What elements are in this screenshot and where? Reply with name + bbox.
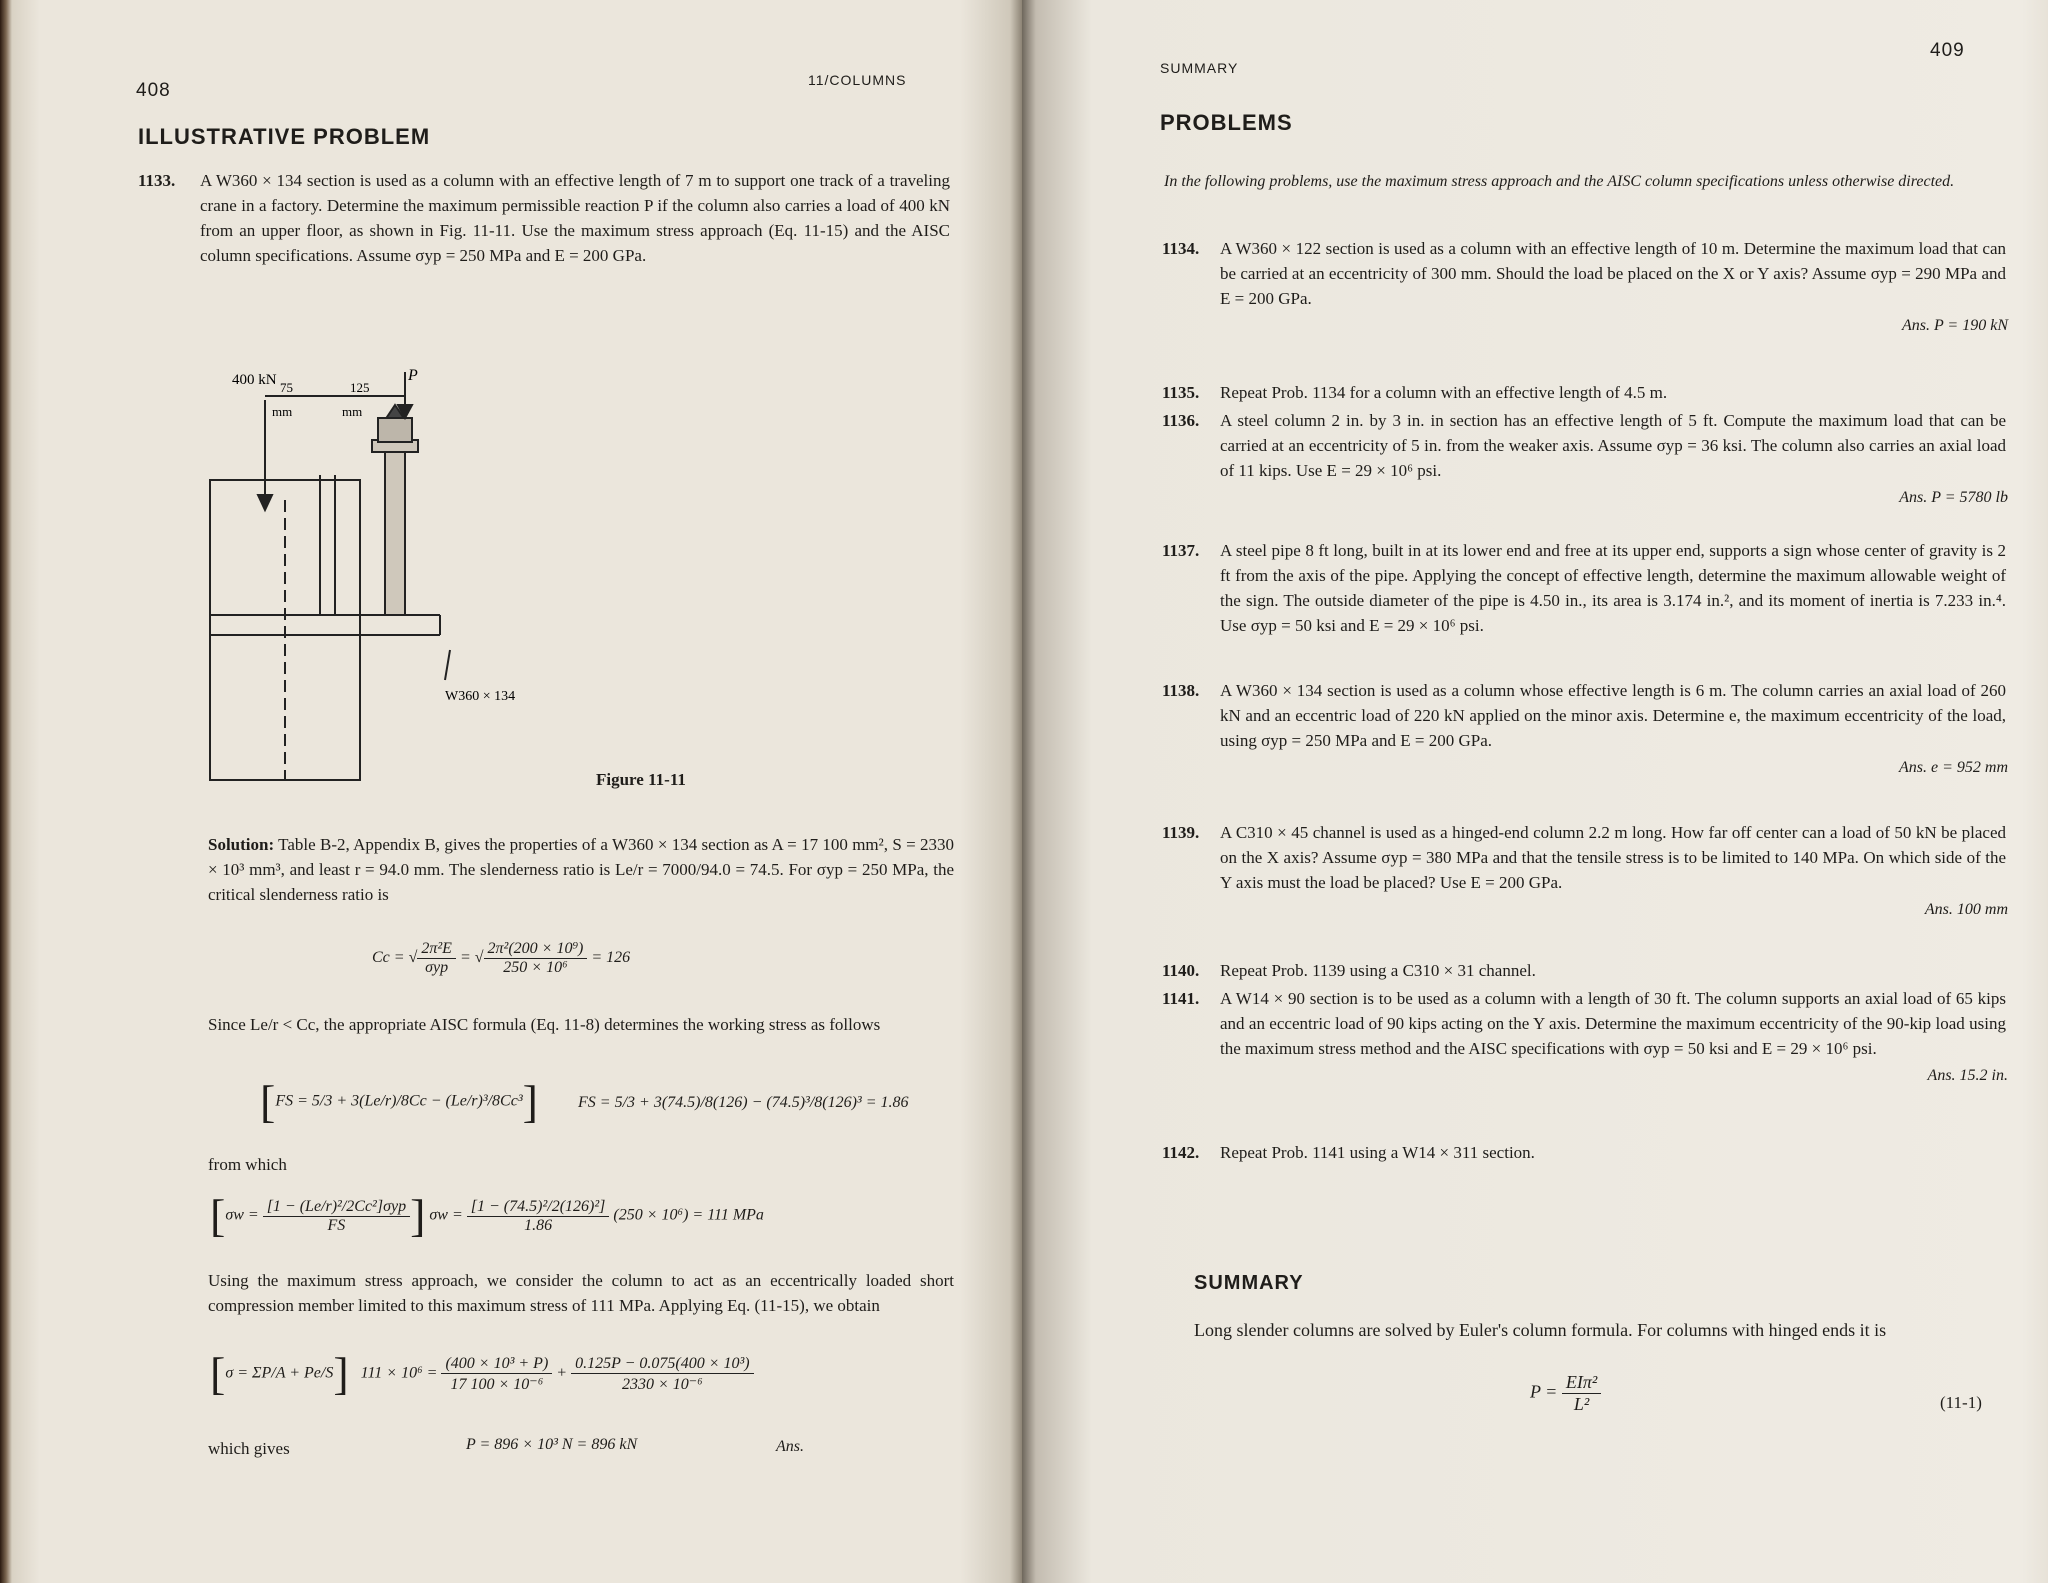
euler-formula <box>1530 1372 1601 1415</box>
ans-label: Ans. <box>776 1438 804 1455</box>
solution-label: Solution: <box>208 835 275 854</box>
problem-item <box>1162 986 2008 1084</box>
problem-item <box>1162 1140 2008 1162</box>
eq-final-left: σ = ΣP/A + Pe/S <box>225 1364 334 1382</box>
right-page <box>1022 0 2048 1583</box>
eq-fs-general: [FS = 5/3 + 3(Le/r)/8Cc − (Le/r)³/8Cc³] <box>260 1076 538 1127</box>
from-which: from which <box>208 1155 287 1174</box>
fig-dim1: 75 <box>280 380 293 395</box>
running-head: 11/COLUMNS <box>808 72 907 88</box>
summary-text: Long slender columns are solved by Euler's column formula. For columns with hinged ends it is <box>1194 1320 1887 1340</box>
problem-text: A C310 × 45 channel is used as a hinged-end column 2.2 m long. How far off center can a load of 50 kN be placed on the X axis? Assume σyp = 380 MPa and that the tensile stress is to be limited to 140 MPa. On which side of the Y axis must the load be placed? Use E = 200 GPa. <box>1220 823 2006 892</box>
fig-p-label: P <box>408 367 418 384</box>
section-title: PROBLEMS <box>1160 110 1293 135</box>
problem-answer: Ans. 100 mm <box>1924 901 2008 918</box>
eq-sw-den: FS <box>327 1216 346 1234</box>
problem-item <box>1162 538 2008 635</box>
problem-item <box>1162 408 2008 506</box>
eq-final: [σ = ΣP/A + Pe/S] 111 × 10⁶ = $\frac{\text{(400 × 10³ + P)}}{\text{17 100 × 10⁻⁶}}$ + $\frac{\text{0.125P − 0.075(400 × 10³)}}{\text{2330 × 10⁻⁶}}$ <box>210 1354 754 1394</box>
problem-number: 1139. <box>1162 823 1200 842</box>
problem-text: A W360 × 134 section is used as a column with an effective length of 7 m to support one track of a traveling crane in a factory. Determine the maximum permissible reaction P if the column also carries a load of 400 kN from an upper floor, as shown in Fig. 11-11. Use the maximum stress approach (Eq. 11-15) and the AISC column specifications. Assume σyp = 250 MPa and E = 200 GPa. <box>200 171 950 265</box>
solution-paragraph <box>208 832 954 907</box>
fig-load-label: 400 kN <box>232 372 277 388</box>
eq-fs-left: FS = 5/3 + 3(Le/r)/8Cc − (Le/r)³/8Cc³ <box>275 1092 523 1110</box>
problem-text: A steel pipe 8 ft long, built in at its lower end and free at its upper end, supports a sign whose center of gravity is 2 ft from the axis of the pipe. Applying the concept of effective length, determine the maximum allowable weight of the sign. The outside diameter of the pipe is 4.50 in., its area is 3.174 in.², and its moment of inertia is 7.233 in.⁴. Use σyp = 50 ksi and E = 29 × 10⁶ psi. <box>1220 541 2006 635</box>
eq-final-num1: (400 × 10³ + P) <box>441 1355 552 1374</box>
problem-number: 1141. <box>1162 989 1200 1008</box>
eq-fs-numeric: FS = 5/3 + 3(74.5)/8(126) − (74.5)³/8(126)³ = 1.86 <box>578 1094 909 1111</box>
eq-cc-num1: 2π²E <box>417 940 456 959</box>
page-number: 409 <box>1930 40 1965 61</box>
eq-final-num2: 0.125P − 0.075(400 × 10³) <box>571 1355 754 1374</box>
eq-cc-result: = 126 <box>591 949 631 967</box>
figure-caption: Figure 11-11 <box>596 770 686 789</box>
eq-cc-num2: 2π²(200 × 10⁹) <box>484 940 588 959</box>
fig-dim2: 125 <box>350 380 370 395</box>
problem-number: 1142. <box>1162 1143 1200 1162</box>
problem-number: 1136. <box>1162 411 1200 430</box>
eq-sw-num: [1 − (Le/r)²/2Cc²]σyp <box>263 1198 410 1217</box>
problem-text: A W360 × 134 section is used as a column whose effective length is 6 m. The column carries an axial load of 260 kN and an eccentric load of 220 kN applied on the minor axis. Determine e, the maximum eccentricity of the load, using σyp = 250 MPa and E = 200 GPa. <box>1220 681 2006 750</box>
fig-unit2: mm <box>342 404 363 419</box>
problem-answer: Ans. P = 190 kN <box>1901 317 2008 334</box>
problem-number: 1138. <box>1162 681 1200 700</box>
problem-item <box>1162 678 2008 776</box>
left-page <box>0 0 1022 1583</box>
euler-equation-tag: (11-1) <box>1940 1393 1982 1412</box>
problem-number: 1133. <box>138 171 176 190</box>
problem-number: 1134. <box>1162 239 1200 258</box>
euler-num: EIπ² <box>1562 1372 1601 1394</box>
eq-sw-den2: 1.86 <box>524 1216 553 1234</box>
final-answer: P = 896 × 10³ N = 896 kN <box>466 1436 638 1453</box>
problem-text: Repeat Prob. 1141 using a W14 × 311 section. <box>1220 1143 1535 1162</box>
using-text: Using the maximum stress approach, we consider the column to act as an eccentrically loaded short compression member limited to this maximum stress of 111 MPa. Applying Eq. (11-15), we obtain <box>208 1271 954 1315</box>
eq-sw-rhs: (250 × 10⁶) = 111 MPa <box>613 1206 764 1224</box>
problems-intro: In the following problems, use the maximum stress approach and the AISC column specifications unless otherwise directed. <box>1164 173 1955 190</box>
problem-text: A W360 × 122 section is used as a column with an effective length of 10 m. Determine the maximum load that can be carried at an eccentricity of 300 mm. Should the load be placed on the X or Y axis? Assume σyp = 290 MPa and E = 200 GPa. <box>1220 239 2006 308</box>
eq-sw-num2: [1 − (74.5)²/2(126)²] <box>467 1198 610 1217</box>
problem-item <box>1162 236 2008 334</box>
eq-cc-lhs: Cc = <box>372 949 405 967</box>
summary-title: SUMMARY <box>1194 1272 1304 1294</box>
problem-number: 1135. <box>1162 383 1200 402</box>
eq-final-mid: 111 × 10⁶ = <box>360 1364 438 1382</box>
problem-number: 1137. <box>1162 541 1200 560</box>
solution-text: Table B-2, Appendix B, gives the properties of a W360 × 134 section as A = 17 100 mm², S = 2330 × 10³ mm³, and least r = 94.0 mm. The slenderness ratio is Le/r = 7000/94.0 = 74.5. For σyp = 250 MPa, the critical slenderness ratio is <box>208 835 954 904</box>
problem-text: Repeat Prob. 1134 for a column with an effective length of 4.5 m. <box>1220 383 1668 402</box>
problem-text: A W14 × 90 section is to be used as a column with a length of 30 ft. The column supports an axial load of 65 kips and an eccentric load of 90 kips acting on the Y axis. Determine the maximum eccentricity of the 90-kip load using the maximum stress method and the AISC specifications with σyp = 50 ksi and E = 29 × 10⁶ psi. <box>1220 989 2006 1058</box>
which-gives: which gives <box>208 1439 290 1458</box>
eq-sw-lhs: σw = <box>225 1206 259 1224</box>
section-title: ILLUSTRATIVE PROBLEM <box>138 124 431 149</box>
euler-den: L² <box>1573 1394 1590 1414</box>
fig-unit1: mm <box>272 404 293 419</box>
problem-text: A steel column 2 in. by 3 in. in section has an effective length of 5 ft. Compute the maximum load that can be carried at an eccentricity of 5 in. from the weaker axis. Assume σyp = 36 ksi. The column also carries an axial load of 11 kips. Use E = 29 × 10⁶ psi. <box>1220 411 2006 480</box>
running-head: SUMMARY <box>1160 60 1239 76</box>
problem-answer: Ans. P = 5780 lb <box>1899 489 2008 506</box>
fig-section-label: W360 × 134 <box>445 689 516 704</box>
eq-cc-den2: 250 × 10⁶ <box>503 959 568 976</box>
since-text: Since Le/r < Cc, the appropriate AISC formula (Eq. 11-8) determines the working stress as follows <box>208 1015 881 1034</box>
euler-lhs: P = <box>1530 1381 1558 1402</box>
eq-working-stress: [σw = $\frac{\text{[1 − (Le/r)²/2Cc²]σyp}}{FS}$ ] σw = $\frac{\text{[1 − (74.5)²/2(126)²]}}{1.86}$ (250 × 10⁶) = 111 MPa <box>210 1190 764 1241</box>
eq-final-den1: 17 100 × 10⁻⁶ <box>450 1375 544 1393</box>
page-number: 408 <box>136 80 171 101</box>
problem-number: 1140. <box>1162 961 1200 980</box>
problem-answer: Ans. e = 952 mm <box>1898 759 2008 776</box>
problem-answer: Ans. 15.2 in. <box>1927 1067 2008 1084</box>
problem-item <box>1162 958 2008 980</box>
problem-item <box>1162 820 2008 918</box>
figure-11-11 <box>190 360 530 790</box>
problem-text: Repeat Prob. 1139 using a C310 × 31 channel. <box>1220 961 1536 980</box>
eq-cc-den1: σyp <box>425 959 449 976</box>
eq-final-den2: 2330 × 10⁻⁶ <box>621 1375 703 1393</box>
problem-item <box>1162 380 2008 402</box>
eq-critical-slenderness: Cc = √ $\frac{\text{2π²E}}{\text{σyp}}$ = √ $\frac{\text{2π²(200 × 10⁹)}}{\text{250 × 10⁶}}$ = 126 <box>372 940 631 976</box>
